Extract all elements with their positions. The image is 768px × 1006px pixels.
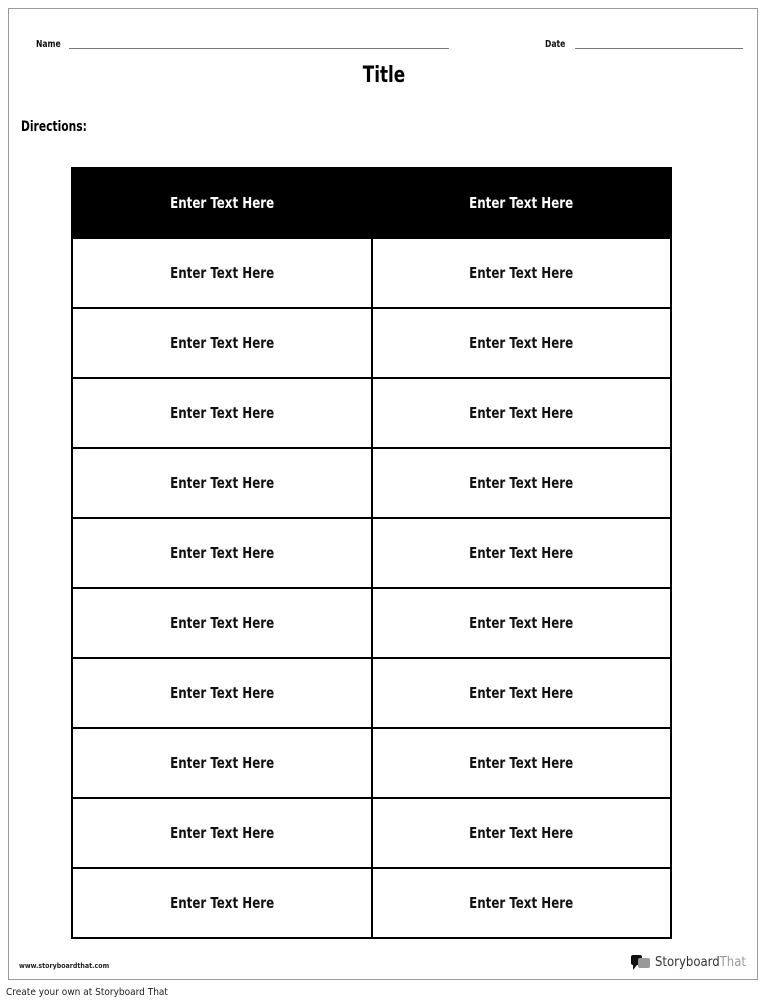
table-cell[interactable] (372, 658, 672, 728)
table-cell[interactable] (372, 728, 672, 798)
logo-text-main: Storyboard (655, 954, 720, 970)
table-row (72, 518, 671, 588)
table-cell[interactable] (372, 378, 672, 448)
table-cell[interactable] (372, 238, 672, 308)
cell-text: Enter Text Here (469, 334, 574, 352)
cell-text: Enter Text Here (469, 894, 574, 912)
name-line[interactable] (69, 48, 449, 49)
header-text: Enter Text Here (169, 194, 274, 212)
table-cell[interactable] (72, 658, 372, 728)
table-cell[interactable] (72, 588, 372, 658)
table-cell[interactable] (72, 378, 372, 448)
cell-text: Enter Text Here (169, 404, 274, 422)
table-row (72, 448, 671, 518)
cell-text: Enter Text Here (169, 824, 274, 842)
table-row (72, 238, 671, 308)
worksheet-page (8, 8, 758, 980)
table-cell[interactable] (372, 588, 672, 658)
logo-text-accent: That (719, 954, 746, 970)
cell-text: Enter Text Here (169, 544, 274, 562)
table-cell[interactable] (72, 448, 372, 518)
table-cell[interactable] (372, 518, 672, 588)
table-row (72, 798, 671, 868)
cell-text: Enter Text Here (469, 824, 574, 842)
table-row (72, 308, 671, 378)
cell-text: Enter Text Here (169, 754, 274, 772)
table-cell[interactable] (72, 238, 372, 308)
storyboardthat-logo (631, 954, 746, 970)
cell-text: Enter Text Here (169, 614, 274, 632)
cell-text: Enter Text Here (469, 684, 574, 702)
cell-text: Enter Text Here (469, 614, 574, 632)
directions-label: Directions: (21, 119, 87, 135)
table-row (72, 658, 671, 728)
cell-text: Enter Text Here (169, 334, 274, 352)
cell-text: Enter Text Here (169, 474, 274, 492)
table-row (72, 868, 671, 938)
create-your-own-link[interactable]: Create your own at Storyboard That (6, 987, 168, 998)
header-cell[interactable] (372, 168, 672, 238)
table-row (72, 588, 671, 658)
cell-text: Enter Text Here (169, 264, 274, 282)
cell-text: Enter Text Here (169, 894, 274, 912)
name-label: Name (36, 39, 61, 50)
table-header-row (72, 168, 671, 238)
table-cell[interactable] (372, 798, 672, 868)
table-cell[interactable] (372, 308, 672, 378)
cell-text: Enter Text Here (469, 264, 574, 282)
footer-url: www.storyboardthat.com (19, 962, 110, 970)
table-cell[interactable] (72, 308, 372, 378)
speech-bubble-icon (631, 954, 651, 970)
header-text: Enter Text Here (469, 194, 574, 212)
date-line[interactable] (575, 48, 743, 49)
table-cell[interactable] (372, 868, 672, 938)
date-label: Date (545, 39, 566, 50)
table-cell[interactable] (72, 728, 372, 798)
page-title: Title (362, 63, 406, 88)
cell-text: Enter Text Here (469, 754, 574, 772)
table-cell[interactable] (72, 798, 372, 868)
cell-text: Enter Text Here (469, 404, 574, 422)
worksheet-table (71, 167, 672, 939)
cell-text: Enter Text Here (469, 544, 574, 562)
table-cell[interactable] (72, 518, 372, 588)
table-cell[interactable] (72, 868, 372, 938)
cell-text: Enter Text Here (169, 684, 274, 702)
table-cell[interactable] (372, 448, 672, 518)
cell-text: Enter Text Here (469, 474, 574, 492)
header-cell[interactable] (72, 168, 372, 238)
table-row (72, 378, 671, 448)
table-row (72, 728, 671, 798)
